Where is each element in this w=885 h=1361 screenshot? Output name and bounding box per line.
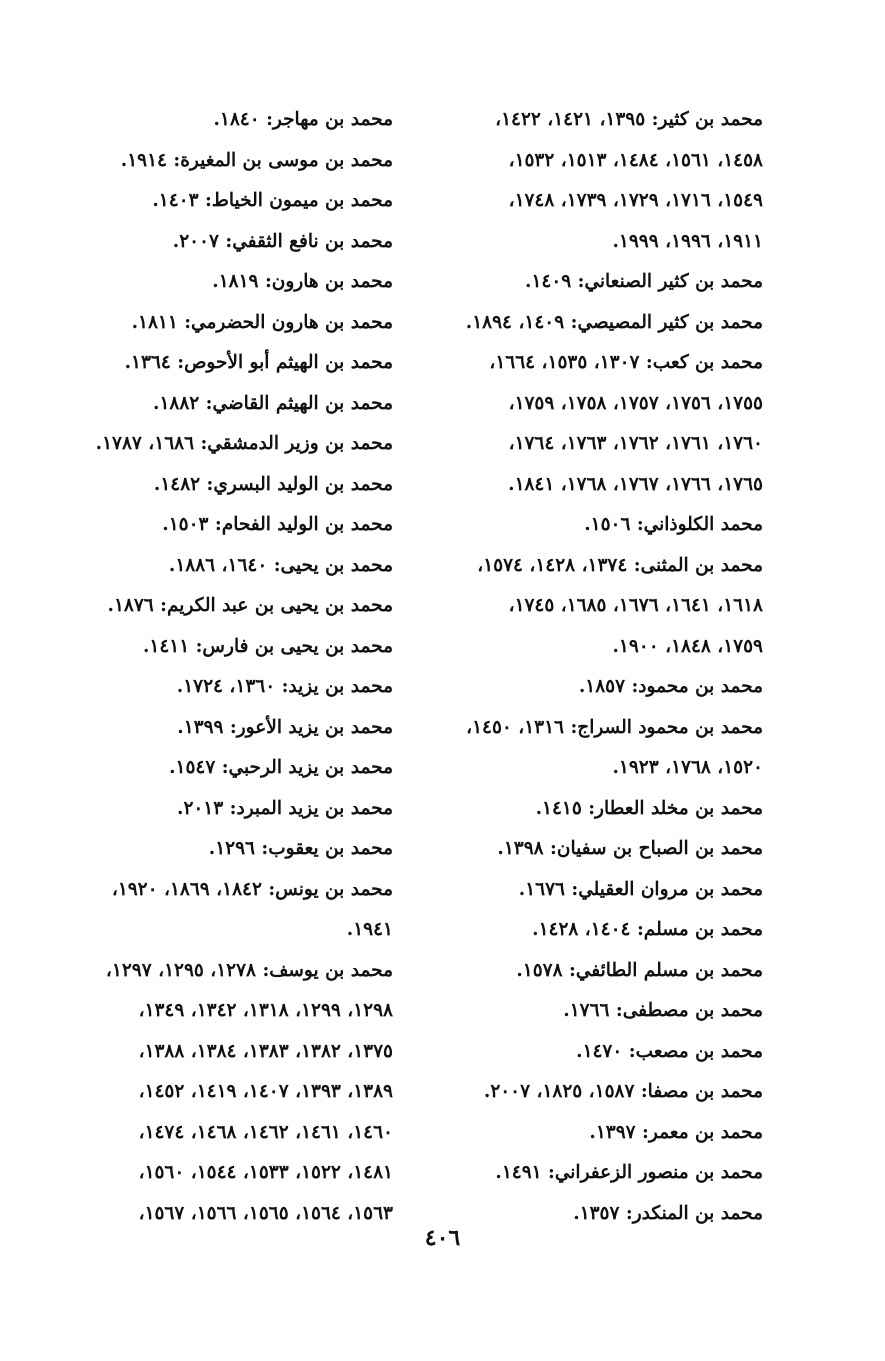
index-entry-line: محمد بن يحيى بن عبد الكريم: ١٨٧٦.: [107, 595, 393, 616]
index-column-right: [403, 100, 763, 1234]
index-entry-line: محمد بن مسلم: ١٤٠٤، ١٤٢٨.: [532, 919, 763, 940]
index-entry-line: ١٣٧٥، ١٣٨٢، ١٣٨٣، ١٣٨٤، ١٣٨٨،: [138, 1040, 393, 1062]
index-entry-line: ١٩١١، ١٩٩٦، ١٩٩٩.: [612, 230, 763, 252]
index-entry-line: محمد بن يزيد الرحبي: ١٥٤٧.: [169, 757, 393, 778]
index-entry-line: ١٤٥٨، ١٥٦١، ١٤٨٤، ١٥١٣، ١٥٣٢،: [508, 149, 763, 171]
index-entry-line: محمد بن الوليد البسري: ١٤٨٢.: [153, 473, 393, 495]
index-entry-line: محمد بن يزيد الأعور: ١٣٩٩.: [177, 716, 393, 738]
index-entry-line: محمد بن محمود السراج: ١٣١٦، ١٤٥٠،: [466, 716, 763, 738]
index-entry-line: محمد بن يزيد: ١٣٦٠، ١٧٢٤.: [176, 676, 393, 697]
index-column-left: [38, 100, 393, 1234]
index-entry-line: محمد بن يحيى بن فارس: ١٤١١.: [142, 635, 393, 657]
index-entry-line: محمد بن محمود: ١٨٥٧.: [578, 676, 763, 697]
index-entry-line: محمد بن موسى بن المغيرة: ١٩١٤.: [120, 149, 393, 171]
index-entry-line: محمد بن المنكدر: ١٣٥٧.: [573, 1202, 763, 1224]
index-entry-line: محمد بن هارون: ١٨١٩.: [212, 271, 393, 292]
index-entry-line: محمد بن كثير المصيصي: ١٤٠٩، ١٨٩٤.: [465, 311, 763, 333]
index-entry-line: محمد بن هارون الحضرمي: ١٨١١.: [131, 311, 393, 333]
index-entry-line: محمد بن نافع الثقفي: ٢٠٠٧.: [172, 230, 393, 252]
index-entry-line: محمد بن الهيثم أبو الأحوص: ١٣٦٤.: [124, 352, 393, 373]
index-entry-line: محمد بن مصعب: ١٤٧٠.: [576, 1040, 763, 1062]
index-entry-line: محمد بن الوليد الفحام: ١٥٠٣.: [162, 514, 393, 535]
index-entry-line: ١٦١٨، ١٦٤١، ١٦٧٦، ١٦٨٥، ١٧٤٥،: [508, 595, 763, 616]
index-entry-line: ١٩٤١.: [346, 919, 393, 940]
index-entry-line: محمد بن كثير الصنعاني: ١٤٠٩.: [525, 271, 763, 292]
index-entry-line: محمد بن الهيثم القاضي: ١٨٨٢.: [153, 392, 393, 414]
index-entry-line: محمد بن مهاجر: ١٨٤٠.: [213, 109, 393, 130]
index-entry-line: ١٧٥٥، ١٧٥٦، ١٧٥٧، ١٧٥٨، ١٧٥٩،: [508, 392, 763, 414]
index-entry-line: محمد بن معمر: ١٣٩٧.: [589, 1121, 763, 1143]
index-entry-line: ١٤٦٠، ١٤٦١، ١٤٦٢، ١٤٦٨، ١٤٧٤،: [138, 1121, 393, 1143]
index-entry-line: ١٥٦٣، ١٥٦٤، ١٥٦٥، ١٥٦٦، ١٥٦٧،: [138, 1202, 393, 1224]
index-entry-line: ١٥٢٠، ١٧٦٨، ١٩٢٣.: [612, 757, 763, 778]
index-entry-line: محمد بن كثير: ١٣٩٥، ١٤٢١، ١٤٢٢،: [495, 109, 763, 130]
index-entry-line: محمد بن يوسف: ١٢٧٨، ١٢٩٥، ١٢٩٧،: [105, 959, 393, 981]
page-number: ٤٠٦: [424, 1225, 461, 1251]
index-entry-line: محمد بن منصور الزعفراني: ١٤٩١.: [495, 1162, 763, 1183]
index-entry-line: محمد بن يحيى: ١٦٤٠، ١٨٨٦.: [168, 554, 393, 576]
index-entry-line: محمد بن مصطفى: ١٧٦٦.: [563, 1000, 763, 1021]
index-entry-line: محمد بن يزيد المبرد: ٢٠١٣.: [176, 797, 393, 819]
index-entry-line: محمد بن مصفا: ١٥٨٧، ١٨٢٥، ٢٠٠٧.: [483, 1081, 763, 1102]
index-entry-line: ١٥٤٩، ١٧١٦، ١٧٢٩، ١٧٣٩، ١٧٤٨،: [508, 190, 763, 211]
index-entry-line: محمد الكلوذاني: ١٥٠٦.: [584, 514, 763, 535]
index-entry-line: ١٢٩٨، ١٢٩٩، ١٣١٨، ١٣٤٢، ١٣٤٩،: [138, 1000, 393, 1021]
index-entry-line: محمد بن يونس: ١٨٤٢، ١٨٦٩، ١٩٢٠،: [111, 878, 393, 900]
index-entry-line: محمد بن مسلم الطائفي: ١٥٧٨.: [516, 959, 763, 981]
index-entry-line: محمد بن مروان العقيلي: ١٦٧٦.: [518, 878, 763, 900]
index-entry-line: ١٤٨١، ١٥٢٢، ١٥٣٣، ١٥٤٤، ١٥٦٠،: [138, 1162, 393, 1183]
index-entry-line: ١٧٥٩، ١٨٤٨، ١٩٠٠.: [612, 635, 763, 657]
index-entry-line: محمد بن الصباح بن سفيان: ١٣٩٨.: [497, 838, 763, 859]
index-entry-line: محمد بن المثنى: ١٣٧٤، ١٤٢٨، ١٥٧٤،: [477, 554, 763, 576]
index-entry-line: محمد بن ميمون الخياط: ١٤٠٣.: [152, 190, 393, 211]
index-entry-line: محمد بن كعب: ١٣٠٧، ١٥٣٥، ١٦٦٤،: [489, 352, 763, 373]
index-entry-line: محمد بن وزير الدمشقي: ١٦٨٦، ١٧٨٧.: [95, 433, 393, 454]
index-entry-line: ١٧٦٥، ١٧٦٦، ١٧٦٧، ١٧٦٨، ١٨٤١.: [508, 473, 763, 495]
index-entry-line: ١٣٨٩، ١٣٩٣، ١٤٠٧، ١٤١٩، ١٤٥٢،: [138, 1081, 393, 1102]
index-entry-line: محمد بن يعقوب: ١٢٩٦.: [208, 838, 393, 859]
index-entry-line: ١٧٦٠، ١٧٦١، ١٧٦٢، ١٧٦٣، ١٧٦٤،: [508, 433, 763, 454]
index-entry-line: محمد بن مخلد العطار: ١٤١٥.: [535, 797, 763, 819]
